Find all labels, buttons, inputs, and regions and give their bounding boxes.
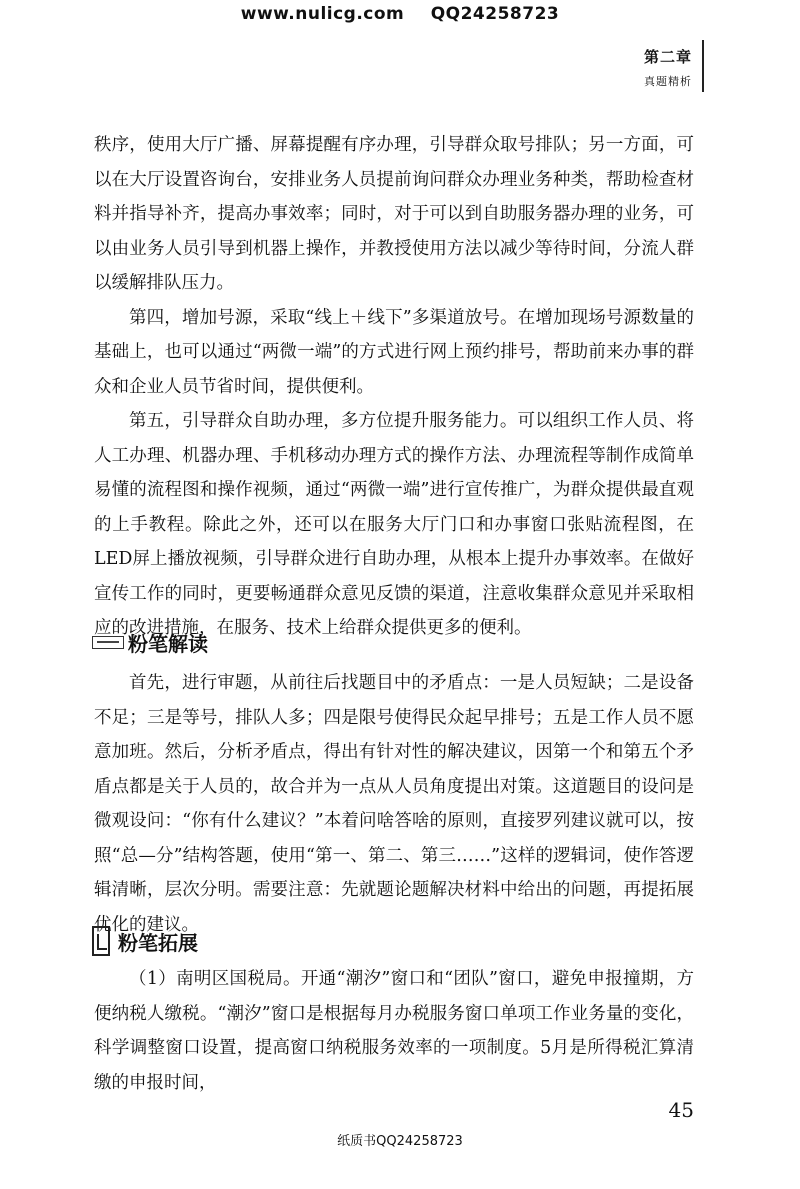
section-title: 粉笔解读 [128,632,208,656]
text-block-extension [94,962,694,1100]
chapter-header [644,46,692,89]
text-block-answer [94,128,694,646]
section-heading-interpretation [92,628,208,657]
paragraph: 秩序，使用大厅广播、屏幕提醒有序办理，引导群众取号排队；另一方面，可以在大厅设置咨询台，安排业务人员提前询问群众办理业务种类，帮助检查材料并指导补齐，提高办事效率；同时，对于可以到自助服务器办理的业务，可以由业务人员引导到机器上操作，并教授使用方法以减少等待时间，分流人群以缓解排队压力。 [94,135,694,293]
section-heading-extension [92,926,198,956]
section-marker-icon [92,636,124,649]
page-number: 45 [668,1098,694,1122]
top-watermark [0,4,800,24]
paragraph: 第五，引导群众自助办理，多方位提升服务能力。可以组织工作人员、将人工办理、机器办理、手机移动办理方式的操作方法、办理流程等制作成简单易懂的流程图和操作视频，通过“两微一端”进行宣传推广，为群众提供最直观的上手教程。除此之外，还可以在服务大厅门口和办事窗口张贴流程图，在LED屏上播放视频，引导群众进行自助办理，从根本上提升办事效率。在做好宣传工作的同时，更要畅通群众意见反馈的渠道，注意收集群众意见并采取相应的改进措施，在服务、技术上给群众提供更多的便利。 [94,411,694,638]
watermark-site: www.nulicg.com [240,4,405,24]
chapter-title: 第二章 [643,48,692,66]
watermark-qq: QQ24258723 [430,4,560,24]
section-title: 粉笔拓展 [118,930,198,955]
book-icon [92,926,110,956]
paragraph: （1）南明区国税局。开通“潮汐”窗口和“团队”窗口，避免申报撞期，方便纳税人缴税。“潮汐”窗口是根据每月办税服务窗口单项工作业务量的变化，科学调整窗口设置，提高窗口纳税服务效率的一项制度。5月是所得税汇算清缴的申报时间， [94,969,694,1093]
paragraph: 第四，增加号源，采取“线上＋线下”多渠道放号。在增加现场号源数量的基础上，也可以通过“两微一端”的方式进行网上预约排号，帮助前来办事的群众和企业人员节省时间，提供便利。 [94,307,694,397]
text-block-interpretation [94,666,694,942]
chapter-divider [702,40,704,92]
bottom-watermark: 纸质书QQ24258723 [337,1134,463,1149]
chapter-subtitle: 真题精析 [644,75,692,88]
paragraph: 首先，进行审题，从前往后找题目中的矛盾点：一是人员短缺；二是设备不足；三是等号，排队人多；四是限号使得民众起早排号；五是工作人员不愿意加班。然后，分析矛盾点，得出有针对性的解决建议，因第一个和第五个矛盾点都是关于人员的，故合并为一点从人员角度提出对策。这道题目的设问是微观设问：“你有什么建议？”本着问啥答啥的原则，直接罗列建议就可以，按照“总—分”结构答题，使用“第一、第二、第三……”这样的逻辑词，使作答逻辑清晰，层次分明。需要注意：先就题论题解决材料中给出的问题，再提拓展优化的建议。 [94,673,694,935]
